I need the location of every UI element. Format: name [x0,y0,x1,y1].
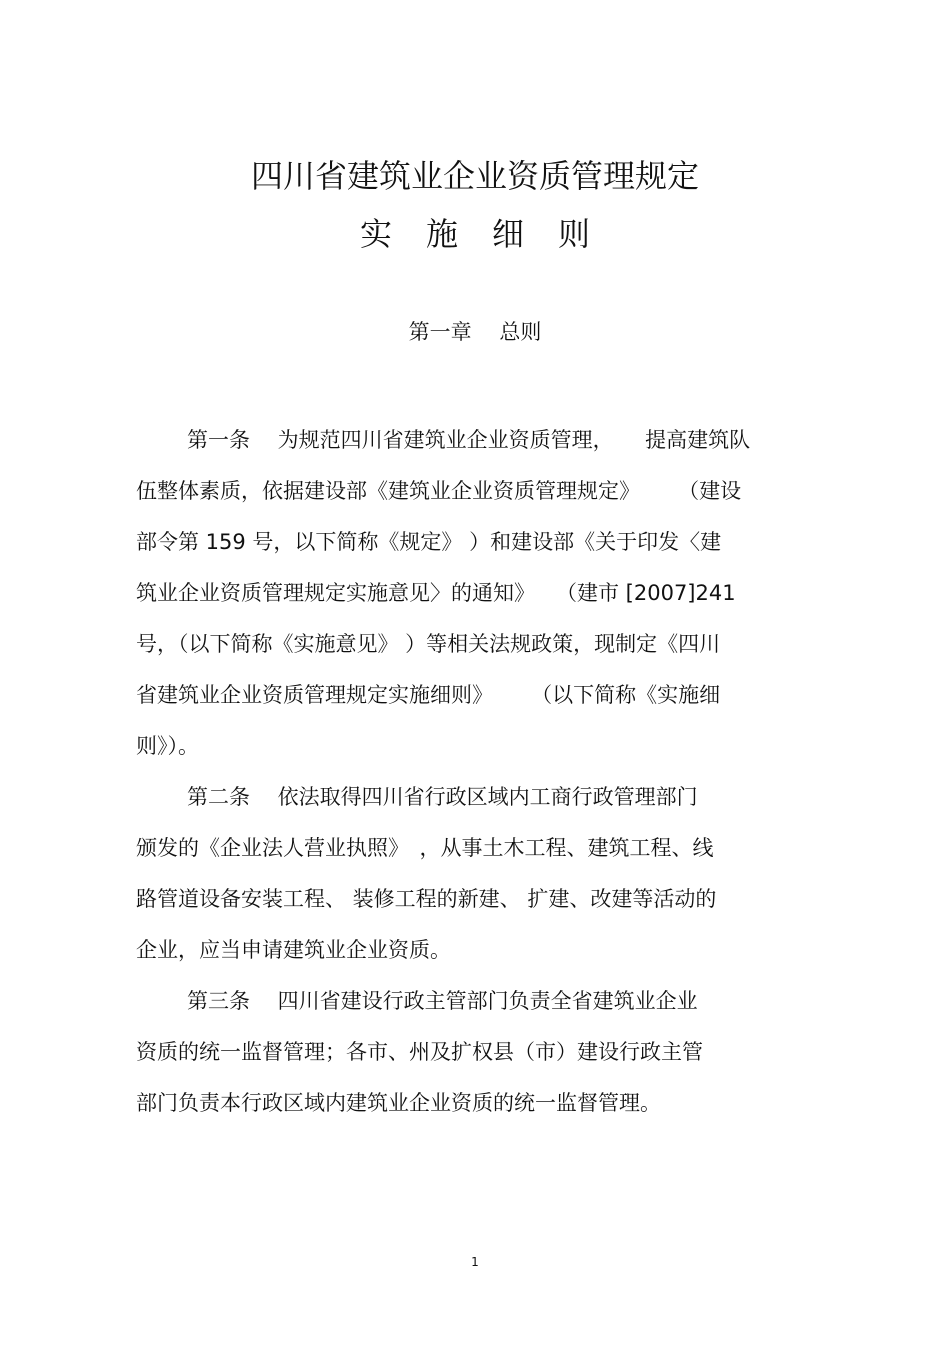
article-3-line-1: 第三条 四川省建设行政主管部门负责全省建筑业企业 [187,989,698,1013]
article-1-line-3: 部令第 159 号，以下简称《规定》 ）和建设部《关于印发〈建 [136,530,722,554]
article-2-line-2: 颁发的《企业法人营业执照》 ，从事土木工程、建筑工程、线 [136,836,714,860]
article-1-line-1: 第一条 为规范四川省建筑业企业资质管理， 提高建筑队 [187,428,751,452]
article-2-line-4: 企业，应当申请建筑业企业资质。 [136,938,451,962]
article-3-line-3: 部门负责本行政区域内建筑业企业资质的统一监督管理。 [136,1091,661,1115]
article-1-line-5: 号，（以下简称《实施意见》 ）等相关法规政策，现制定《四川 [136,632,721,656]
article-2-line-1: 第二条 依法取得四川省行政区域内工商行政管理部门 [187,785,698,809]
article-1-line-6: 省建筑业企业资质管理规定实施细则》 （以下简称《实施细 [136,683,721,707]
document-subtitle: 实施细则 [359,215,624,253]
article-2-line-3: 路管道设备安装工程、 装修工程的新建、 扩建、改建等活动的 [136,887,717,911]
article-1-line-2: 伍整体素质，依据建设部《建筑业企业资质管理规定》 （建设 [136,479,742,503]
article-3-line-2: 资质的统一监督管理；各市、州及扩权县（市）建设行政主管 [136,1040,703,1064]
document-title: 四川省建筑业企业资质管理规定 [250,157,699,195]
page-number: 1 [471,1255,479,1269]
article-1-line-7: 则》）。 [136,734,199,758]
article-1-line-4: 筑业企业资质管理规定实施意见〉的通知》 （建市 [2007]241 [136,581,736,605]
chapter-heading: 第一章 总则 [408,320,542,344]
